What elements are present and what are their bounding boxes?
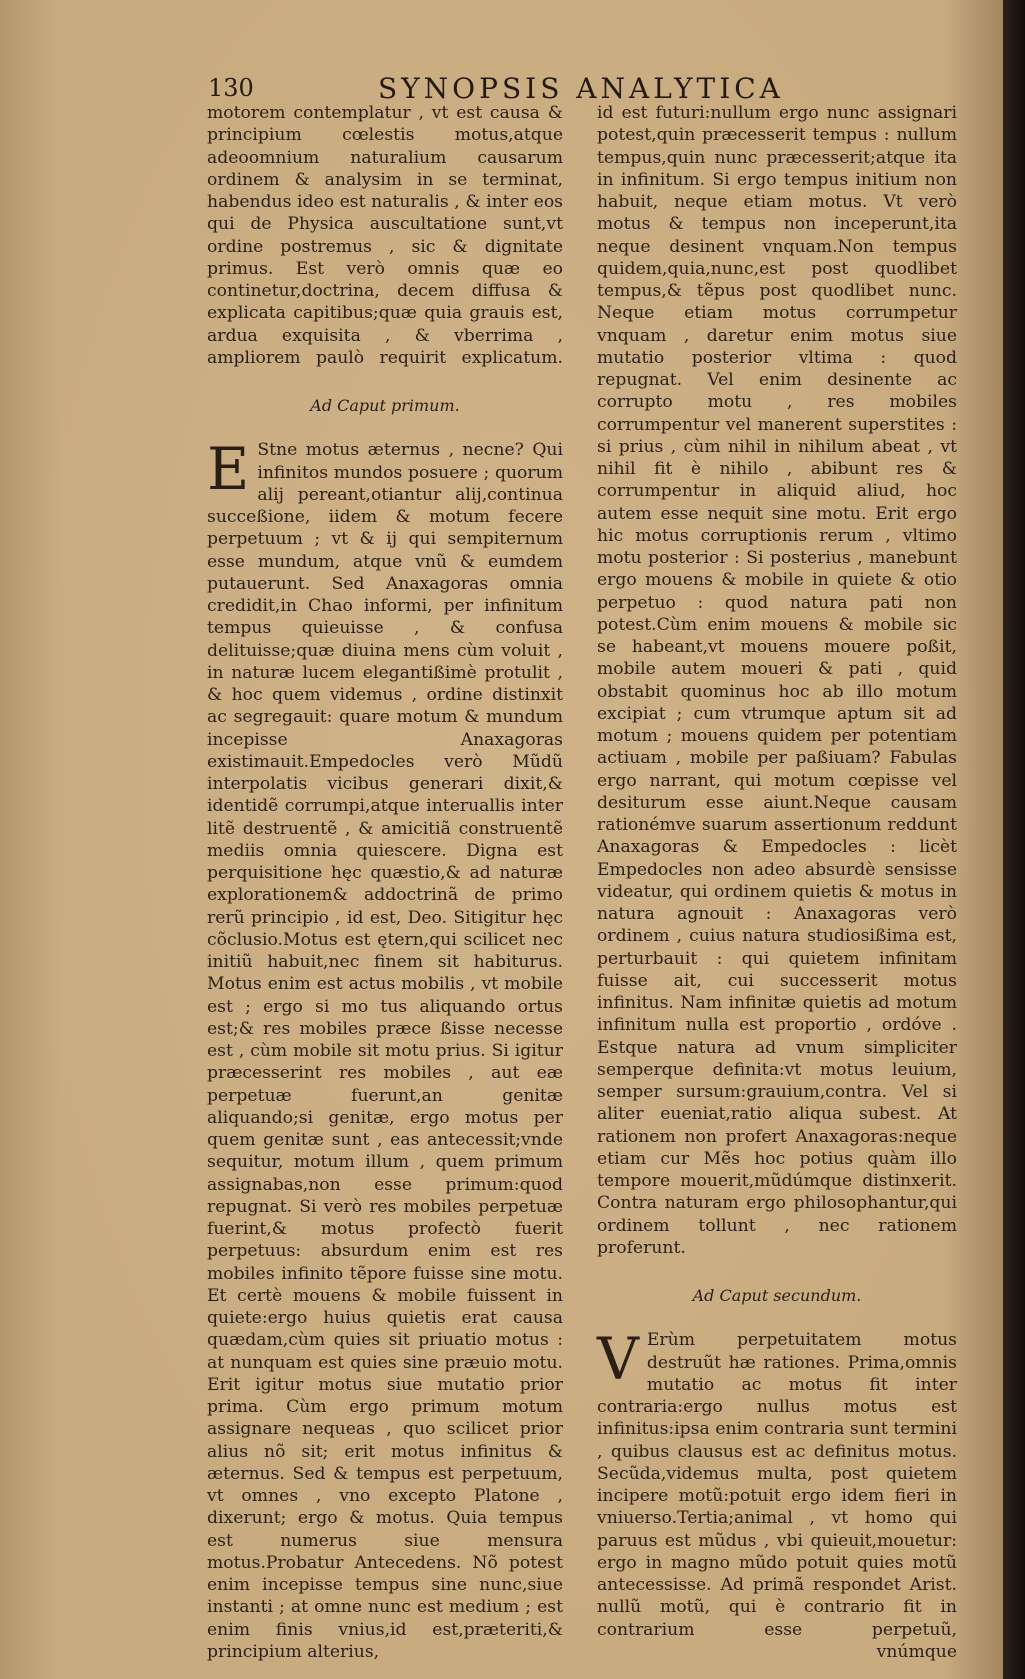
chapter-heading-1: Ad Caput primum. bbox=[310, 396, 460, 415]
right-column bbox=[597, 102, 957, 1663]
intro-paragraph: motorem contemplatur , vt est causa & principium cœlestis motus,atque adeoomnium naturalium causarum ordinem & analysim in se terminat, habendus ideo est naturalis , & inter eos qui de Physica auscultatione sunt,vt ordine postremus , sic & dignitate primus. Est verò omnis quæ eo continetur,doctrina, decem diffusa & explicata capitibus;quæ quia grauis est, ardua exquisita , & vberrima , ampliorem paulò requirit explicatum. bbox=[207, 103, 563, 368]
chapter-2-paragraph bbox=[597, 1325, 957, 1641]
dropcap-e: E bbox=[207, 435, 250, 504]
chapter-2-text: Erùm perpetuitatem motus destruũt hæ rationes. Prima,omnis mutatio ac motus fit inter contraria:ergo nullus motus est infinitus:ipsa enim contraria sunt termini , quibus clausus est ac definitus motus. Secũda,videmus multa, post quietem incipere motũ:potuit ergo idem fieri in vniuerso.Tertia;animal , vt homo qui paruus est mũdus , vbi quieuit,mouetur: ergo in magno mũdo potuit quies motũ antecessisse. Ad primã respondet Arist. nullũ motũ, qui è contrario fit in contrarium esse perpetuũ, bbox=[597, 1330, 957, 1640]
page-edge-shadow bbox=[1003, 0, 1025, 1679]
chapter-1-text: Stne motus æternus , necne? Qui infinitos mundos posuere ; quorum alij pereant,otiantur alij,continua succeßione, iidem & motum fecere perpetuum ; vt & ij qui sempiternum esse mundum, atque vnũ & eumdem putauerunt. Sed Anaxagoras omnia credidit,in Chao informi, per infinitum tempus quieuisse , & confusa delituisse;quæ diuina mens cùm voluit , in naturæ lucem elegantißimè protulit , & hoc quem videmus , ordine distinxit ac segregauit: quare motum & mundum incepisse Anaxagoras existimauit.Empedocles verò Mũdũ interpolatis vicibus generari dixit,& identidẽ corrumpi,atque interuallis inter litẽ destruentẽ , & amicitiã construentẽ mediis omnia quiescere. Digna est perquisitione hęc quæstio,& ad naturæ explorationem& addoctrinã de primo rerũ principio , id est, Deo. Sitigitur hęc cõclusio.Motus est ętern,qui scilicet nec initiũ habuit,nec finem sit habiturus. Motus enim est actus mobilis , vt mobile est ; ergo si mo tus aliquando ortus est;& res mobiles præce ßisse necesse est , cùm mobile sit motu prius. Si igitur præcesserint res mobiles , aut eæ perpetuæ fuerunt,an genitæ aliquando;si genitæ, ergo motus per quem genitæ sunt , eas antecessit;vnde sequitur, motum illum , quem primum assignabas,non esse primum:quod repugnat. Si verò res mobiles perpetuæ fuerint,& motus profectò fuerit perpetuus: absurdum enim est res mobiles infinito tẽpore fuisse sine motu. Et certè mouens & mobile fuissent in quiete:ergo huius quietis erat causa quædam,cùm quies sit priuatio motus : at nunquam est quies sine præuio motu. Erit igitur motus siue mutatio prior prima. Cùm ergo primum motum assignare nequeas , quo scilicet prior alius nõ sit; erit motus infinitus & æternus. Sed & tempus est perpetuum, vt omnes , vno excepto Platone , dixerunt; ergo & motus. Quia tempus est numerus siue mensura motus.Probatur Antecedens. Nõ potest enim incepisse tempus sine nunc,siue instanti ; at omne nunc est medium ; est enim finis vnius,id est,præteriti,& principium alterius, bbox=[207, 440, 563, 1662]
continuation-paragraph: id est futuri:nullum ergo nunc assignari potest,quin præcesserit tempus : nullum tempus,quin nunc præcesserit;atque ita in infinitum. Si ergo tempus initium non habuit, neque etiam motus. Vt verò motus & tempus non inceperunt,ita neque desinent vnquam.Non tempus quidem,quia,nunc,est post quodlibet tempus,& tẽpus post quodlibet nunc. Neque etiam motus corrumpetur vnquam , daretur enim motus siue mutatio posterior vltima : quod repugnat. Vel enim desinente ac corrupto motu , res mobiles corrumpentur vel manerent superstites : si prius , cùm nihil in nihilum abeat , vt nihil fit è nihilo , abibunt res & corrumpentur in aliquid aliud, hoc autem esse nequit sine motu. Erit ergo hic motus corruptionis rerum , vltimo motu posterior : Si posterius , manebunt ergo mouens & mobile in quiete & otio perpetuo : quod natura pati non potest.Cùm enim mouens & mobile sic se habeant,vt mouens mouere poßit, mobile autem moueri & pati , quid obstabit quominus hoc ab illo motum excipiat ; cum vtrumque aptum sit ad motum ; mouens quidem per potentiam actiuam , mobile per paßiuam? Fabulas ergo narrant, qui motum cœpisse vel desiturum esse aiunt.Neque causam rationémve suarum assertionum reddunt Anaxagoras & Empedocles : licèt Empedocles non adeo absurdè sensisse videatur, qui ordinem quietis & motus in natura agnouit : Anaxagoras verò ordinem , cuius natura studiosißima est, perturbauit : qui quietem infinitam fuisse ait, cui successerit motus infinitus. Nam infinitæ quietis ad motum infinitum nulla est proportio , ordóve . Estque natura ad vnum simpliciter semperque definita:vt motus leuium, semper sursum:grauium,contra. Vel si aliter eueniat,ratio aliqua subest. At rationem non profert Anaxagoras:neque etiam cur Mẽs hoc potius quàm illo tempore mouerit,mũdúmque distinxerit. Contra naturam ergo philosophantur,qui ordinem tollunt , nec rationem proferunt. bbox=[597, 103, 957, 1258]
chapter-1-paragraph bbox=[207, 435, 563, 1663]
dropcap-v: V bbox=[597, 1325, 639, 1394]
running-title: SYNOPSIS ANALYTICA bbox=[378, 72, 784, 105]
page-number: 130 bbox=[208, 74, 254, 102]
page-header bbox=[208, 72, 784, 106]
chapter-heading-2: Ad Caput secundum. bbox=[692, 1286, 862, 1305]
catchword: vnúmque bbox=[876, 1641, 957, 1662]
left-column bbox=[207, 102, 563, 1663]
